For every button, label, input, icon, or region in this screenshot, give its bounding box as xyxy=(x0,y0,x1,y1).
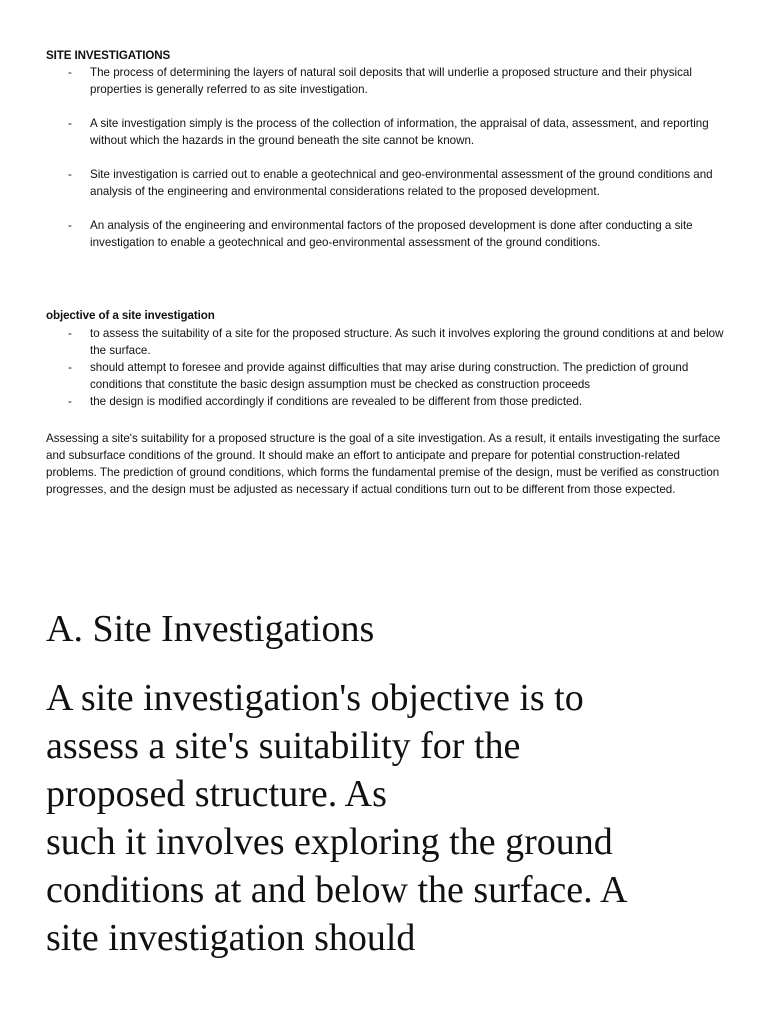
list-item-text: A site investigation simply is the process of the collection of information, the appraisal of data, assessment, and reporting without which the hazards in the ground beneath the site cannot be known. xyxy=(90,117,709,147)
list-item xyxy=(46,217,736,251)
list-dash: - xyxy=(68,361,72,374)
list-item xyxy=(46,166,736,200)
list-item-text: the design is modified accordingly if conditions are revealed to be different from those predicted. xyxy=(90,395,583,408)
section-title-site-investigations: A. Site Investigations xyxy=(46,608,375,650)
list-item-text: to assess the suitability of a site for the proposed structure. As such it involves exploring the ground conditions at and below the surface. xyxy=(90,327,724,357)
list-dash: - xyxy=(68,66,72,79)
section-heading-objective: objective of a site investigation xyxy=(46,309,215,322)
list-dash: - xyxy=(68,395,72,408)
body-line: assess a site's suitability for the xyxy=(46,725,521,767)
list-item-text: An analysis of the engineering and environmental factors of the proposed development is done after conducting a site investigation to enable a geotechnical and geo-environmental assessment of the ground conditions. xyxy=(90,219,693,249)
objective-list xyxy=(46,325,736,410)
list-item-text: should attempt to foresee and provide against difficulties that may arise during construction. The prediction of ground conditions that constitute the basic design assumption must be checked as construction proceeds xyxy=(90,361,689,391)
list-dash: - xyxy=(68,219,72,232)
list-item xyxy=(46,359,736,393)
list-item xyxy=(46,325,736,359)
site-investigation-list xyxy=(46,64,736,268)
list-item xyxy=(46,115,736,149)
section-heading-site-investigations: SITE INVESTIGATIONS xyxy=(46,49,171,62)
body-line: proposed structure. As xyxy=(46,773,387,815)
body-line: site investigation should xyxy=(46,917,416,959)
list-dash: - xyxy=(68,117,72,130)
summary-paragraph: Assessing a site's suitability for a proposed structure is the goal of a site investigation. As a result, it entails investigating the surface and subsurface conditions of the ground. It should make an effort to anticipate and prepare for potential construction-related problems. The prediction of ground conditions, which forms the fundamental premise of the design, must be verified as construction progresses, and the design must be adjusted as necessary if actual conditions turn out to be different from those expected. xyxy=(46,432,721,496)
list-item-text: The process of determining the layers of natural soil deposits that will underlie a proposed structure and their physical properties is generally referred to as site investigation. xyxy=(90,66,692,96)
large-body-text xyxy=(46,674,746,962)
list-item-text: Site investigation is carried out to enable a geotechnical and geo-environmental assessment of the ground conditions and analysis of the engineering and environmental considerations related to the proposed development. xyxy=(90,168,713,198)
list-dash: - xyxy=(68,168,72,181)
list-item xyxy=(46,64,736,98)
body-line: such it involves exploring the ground xyxy=(46,821,613,863)
list-item xyxy=(46,393,736,410)
body-line: A site investigation's objective is to xyxy=(46,677,584,719)
body-line: conditions at and below the surface. A xyxy=(46,869,628,911)
list-dash: - xyxy=(68,327,72,340)
